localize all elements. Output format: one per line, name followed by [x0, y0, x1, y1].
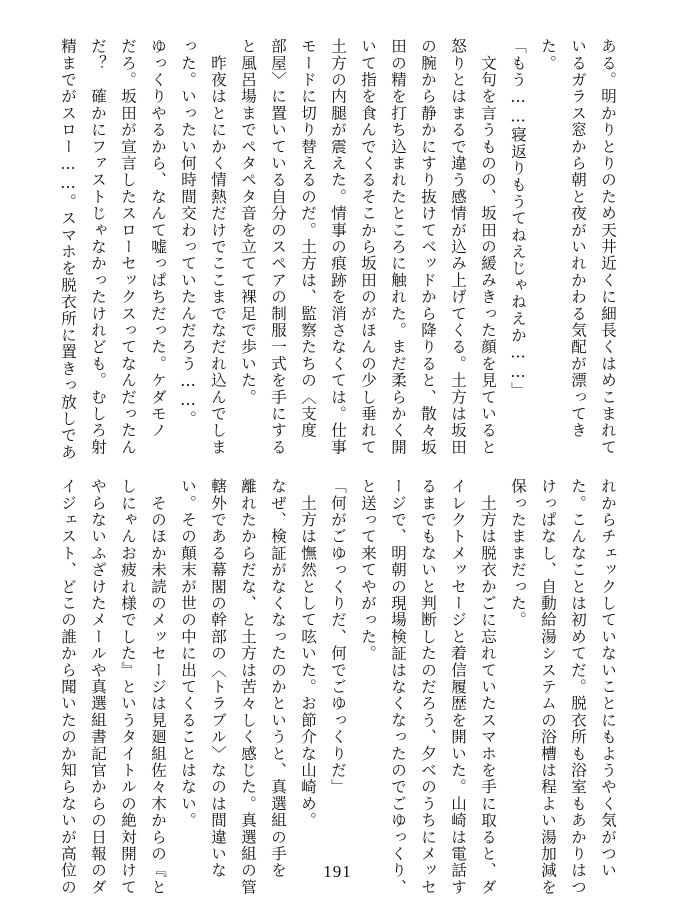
- text-line: るまでもないと判断したのだろう、夕べのうちにメッセ: [419, 478, 437, 896]
- text-line: った。いったい何時間交わっていたんだろう……。: [179, 38, 197, 428]
- text-line: 怒りとはまるで違う感情が込み上げてくる。土方は坂田: [449, 38, 467, 456]
- text-line: の腕から静かにすり抜けてベッドから降りると、散々坂: [419, 38, 437, 456]
- text-line: 土方は憮然として呟いた。お節介な山崎め。: [299, 478, 317, 829]
- text-line: だ？ 確かにファストじゃなかったけれども。むしろ射: [89, 38, 107, 456]
- text-line: やらないふざけたメールや真選組書記官からの日報のダ: [89, 478, 107, 896]
- text-line: 精までがスロー……。スマホを脱衣所に置きっ放しであ: [59, 38, 77, 461]
- text-line: なぜ、検証がなくなったのかというと、真選組の手を: [269, 478, 287, 879]
- text-line: しにゃんお疲れ様でした』というタイトルの絶対開けて: [119, 478, 137, 896]
- text-line: 「もう……寝返りもうてねえじゃねえか……」: [509, 38, 527, 399]
- text-line: 土方の内腿が震えた。情事の痕跡を消さなくては。仕事: [329, 38, 347, 456]
- text-line: モードに切り替えるのだ。土方は、監察たちの〈支度: [299, 38, 317, 439]
- text-line: と送って来てやがった。: [359, 478, 377, 662]
- text-line: イジェスト、どこの誰から聞いたのか知らないが高位の: [59, 478, 77, 896]
- text-line: 保ったままだった。: [509, 478, 527, 629]
- text-line: 離れたからだな、と土方は苦々しく感じた。真選組の管: [239, 478, 257, 896]
- text-line: 「何がごゆっくりだ、何でごゆっくりだ」: [329, 478, 347, 796]
- text-line: 轄外である幕閣の幹部の〈トラブル〉なのは間違いな: [209, 478, 227, 879]
- text-line: 田の精を打ち込まれたところに触れた。まだ柔らかく開: [389, 38, 407, 456]
- text-line: いて指を食んでくるそこから坂田のがほんの少し垂れて: [359, 38, 377, 456]
- text-line: 文句を言うものの、坂田の緩みきった顔を見ていると: [479, 38, 497, 456]
- text-line: 部屋〉に置いている自分のスペアの制服一式を手にする: [269, 38, 287, 456]
- text-line: ある。明かりとりのため天井近くに細長くはめこまれて: [599, 38, 617, 456]
- text-line: た。: [539, 38, 557, 72]
- text-line: 昨夜はとにかく情熱だけでここまでなだれ込んでしま: [209, 38, 227, 456]
- text-line: た。こんなことは初めてだ。脱衣所も浴室もあかりはつ: [569, 478, 587, 896]
- text-block-upper: [59, 38, 623, 461]
- text-line: だろ。坂田が宣言したスローセックスってなんだったん: [119, 38, 137, 456]
- text-line: と風呂場までペタペタ音を立てて裸足で歩いた。: [239, 38, 257, 406]
- text-line: けっぱなし、自動給湯システムの浴槽は程よい湯加減を: [539, 478, 557, 896]
- text-line: ゆっくりやるから、なんて嘘っぱちだった。ケダモノ: [149, 38, 167, 439]
- text-line: ージで、明朝の現場検証はなくなったのでごゆっくり、: [389, 478, 407, 896]
- page-number: 191: [323, 862, 352, 881]
- text-line: そのほか未読のメッセージは見廻組佐々木からの『と: [149, 478, 167, 896]
- text-line: い。その顛末が世の中に出てくることはない。: [179, 478, 197, 829]
- text-line: れからチェックしていないことにもようやく気がつい: [599, 478, 617, 879]
- text-line: いるガラス窓から朝と夜がいれかわる気配が漂ってき: [569, 38, 587, 439]
- text-line: 土方は脱衣かごに忘れていたスマホを手に取ると、ダ: [479, 478, 497, 896]
- text-line: イレクトメッセージと着信履歴を開いた。山崎は電話す: [449, 478, 467, 896]
